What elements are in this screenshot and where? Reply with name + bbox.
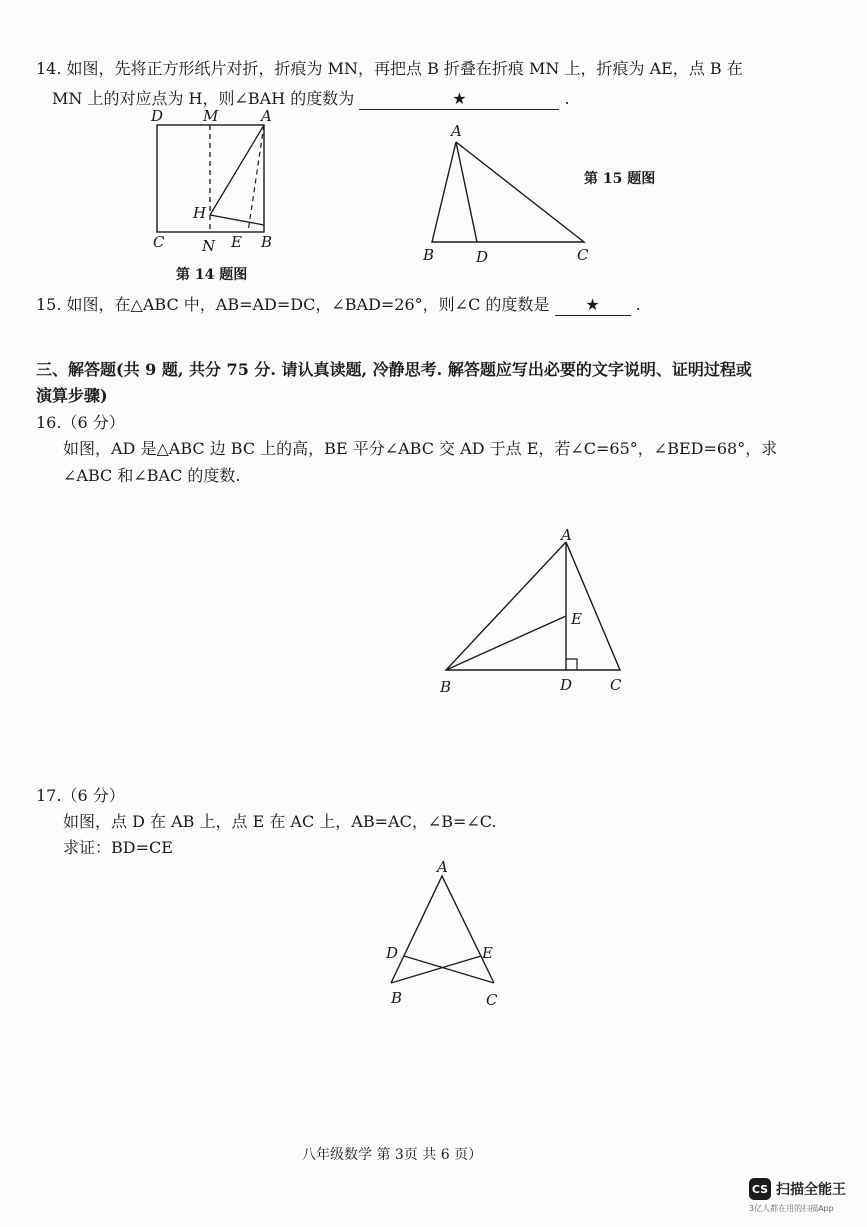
q15-end: . (635, 295, 641, 314)
scanner-brand-subtitle: 3亿人都在用的扫描App (749, 1204, 834, 1213)
fig15-caption: 第 15 题图 (584, 171, 656, 187)
fig15-label-a: A (451, 122, 462, 140)
q16-line2: ∠ABC 和∠BAC 的度数. (63, 466, 241, 485)
fig14-label-a: A (261, 107, 272, 125)
figure-14 (140, 104, 290, 264)
fig15-segment-ad (456, 142, 477, 242)
fig16-label-b: B (440, 678, 452, 696)
fig17-label-b: B (391, 989, 403, 1007)
fig15-label-b: B (423, 246, 435, 264)
fig14-label-n: N (202, 237, 216, 255)
scanner-watermark (749, 1178, 846, 1214)
scanner-brand (749, 1178, 846, 1200)
q15-text: 15. 如图，在△ABC 中，AB=AD=DC，∠BAD=26°，则∠C 的度数是 (36, 295, 550, 314)
q14-answer-mark: ★ (452, 89, 467, 108)
fig14-segment-ah (210, 125, 264, 215)
fig16-label-c: C (610, 676, 622, 694)
fig15-label-d: D (476, 248, 489, 266)
fig14-label-m: M (203, 107, 219, 125)
fig16-right-angle-mark (566, 659, 577, 670)
camscanner-logo-icon: CS (749, 1178, 771, 1200)
fig17-label-d: D (386, 944, 399, 962)
section3-heading-line1: 三、解答题(共 9 题, 共分 75 分. 请认真读题, 冷静思考. 解答题应写出必要的文字说明、证明过程或 (36, 360, 752, 379)
fig17-label-c: C (486, 991, 498, 1009)
fig17-label-a: A (437, 858, 448, 876)
q16-header: 16.（6 分） (36, 413, 125, 432)
fig14-label-e: E (231, 233, 242, 251)
q14-line2 (52, 88, 570, 110)
q17-line2: 求证：BD=CE (63, 838, 173, 857)
fig14-caption: 第 14 题图 (176, 267, 248, 283)
q15-answer-mark: ★ (585, 295, 600, 314)
fig16-triangle-abc (446, 542, 620, 670)
page-footer: 八年级数学 第 3页 共 6 页） (302, 1147, 483, 1163)
fig15-triangle-abc (432, 142, 584, 242)
fig14-label-c: C (153, 233, 165, 251)
fig17-segment-eb (391, 956, 481, 983)
figure-15 (414, 118, 604, 268)
fig17-label-e: E (482, 944, 493, 962)
fig14-label-b: B (261, 233, 273, 251)
fig14-segment-he (210, 215, 264, 225)
q14-line1: 14. 如图，先将正方形纸片对折，折痕为 MN，再把点 B 折叠在折痕 MN 上，折痕为 AE，点 B 在 (36, 59, 743, 78)
fig16-label-d: D (560, 676, 573, 694)
q17-line1: 如图，点 D 在 AB 上，点 E 在 AC 上，AB=AC，∠B=∠C. (63, 812, 497, 831)
fig16-label-e: E (571, 610, 582, 628)
fig15-label-c: C (577, 246, 589, 264)
fig14-label-h: H (193, 204, 207, 222)
figure-16 (430, 520, 640, 700)
fig14-crease-ae (248, 125, 264, 232)
fig16-label-a: A (561, 526, 572, 544)
fig16-bisector-be (446, 616, 566, 670)
scanner-brand-name: 扫描全能王 (776, 1182, 846, 1198)
q14-end: . (564, 89, 570, 108)
section3-heading-line2: 演算步骤) (36, 386, 108, 405)
q15-answer-blank[interactable] (555, 295, 631, 316)
q17-header: 17.（6 分） (36, 786, 125, 805)
q15-line (36, 294, 641, 316)
fig14-label-d: D (151, 107, 164, 125)
q14-answer-blank[interactable] (359, 89, 559, 110)
figure-17 (380, 852, 510, 1012)
q14-line2-text: MN 上的对应点为 H，则∠BAH 的度数为 (52, 89, 355, 108)
fig17-segment-dc (404, 956, 494, 983)
q16-line1: 如图，AD 是△ABC 边 BC 上的高，BE 平分∠ABC 交 AD 于点 E，若∠C=65°，∠BED=68°，求 (63, 439, 778, 458)
